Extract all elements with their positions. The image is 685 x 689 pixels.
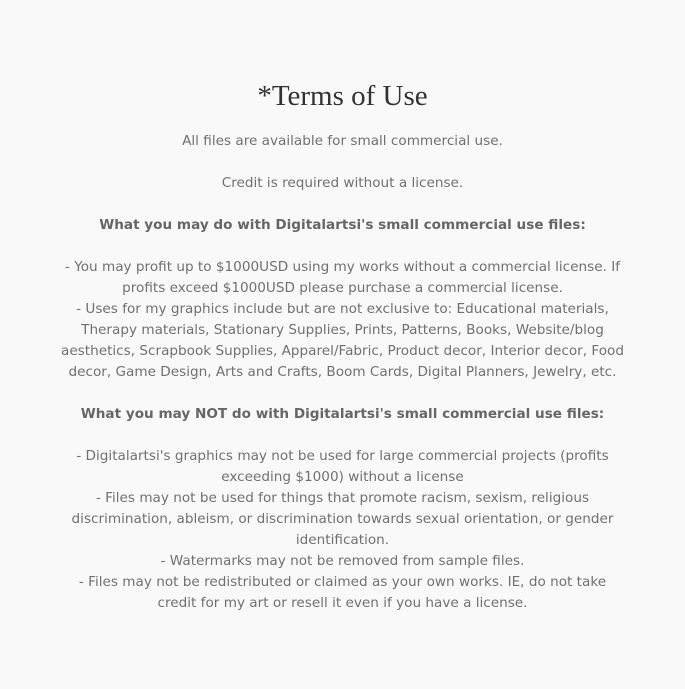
intro-availability: All files are available for small commercial use. (182, 133, 503, 149)
allowed-item: - You may profit up to $1000USD using my works without a commercial license. If profits exceed $1000USD please purchase a commercial license. (64, 259, 621, 296)
allowed-item: - Uses for my graphics include but are not exclusive to: Educational materials, Therapy materials, Stationary Supplies, Prints, Patterns, Books, Website/blog aesthetics, Scrapbook Supplies, Apparel/Fabric, Product decor, Interior decor, Food decor, Game Design, Arts and Crafts, Boom Cards, Digital Planners, Jewelry, etc. (60, 301, 625, 380)
spacer (60, 425, 625, 446)
intro-credit: Credit is required without a license. (221, 175, 464, 191)
spacer (60, 194, 625, 215)
not-allowed-item: - Files may not be used for things that promote racism, sexism, religious discrimination, ableism, or discrimination towards sexual orientation, or gender identification. (71, 490, 614, 548)
not-allowed-item: - Watermarks may not be removed from sample files. (160, 553, 525, 569)
not-allowed-heading: What you may NOT do with Digitalartsi's small commercial use files: (80, 406, 605, 422)
allowed-heading: What you may do with Digitalartsi's small commercial use files: (99, 217, 586, 233)
spacer (60, 383, 625, 404)
spacer (60, 236, 625, 257)
page-title: *Terms of Use (257, 80, 428, 112)
not-allowed-item: - Digitalartsi's graphics may not be used for large commercial projects (profits exceeding $1000) without a license (76, 448, 609, 485)
spacer (60, 152, 625, 173)
terms-content (60, 131, 625, 614)
not-allowed-item: - Files may not be redistributed or claimed as your own works. IE, do not take credit for my art or resell it even if you have a license. (78, 574, 607, 611)
